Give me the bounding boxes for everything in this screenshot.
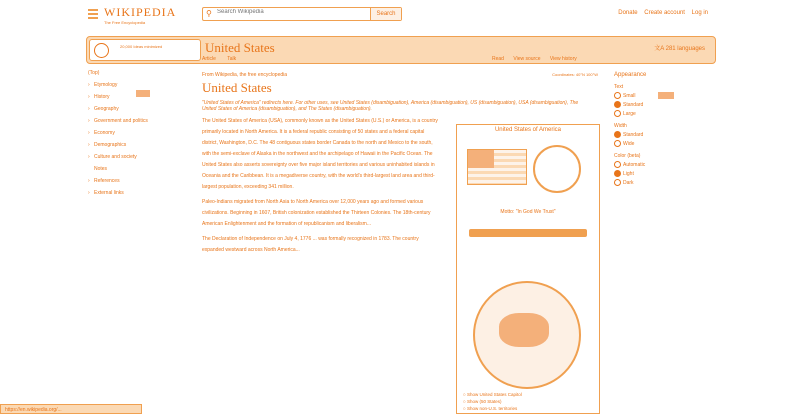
search-icon: ⚲ (206, 9, 212, 18)
appearance-option[interactable] (614, 161, 700, 168)
toc-item[interactable]: › History (88, 94, 110, 100)
radio-icon[interactable] (614, 92, 621, 99)
radio-icon[interactable] (614, 179, 621, 186)
wikipedia-logo[interactable] (104, 5, 176, 25)
search-bar (202, 7, 402, 21)
legend-item[interactable]: ○ Show non-U.S. territories (463, 406, 518, 411)
header (0, 0, 800, 30)
logo-tagline: The Free Encyclopedia (104, 20, 146, 25)
radio-icon[interactable] (614, 131, 621, 138)
appearance-option[interactable] (614, 170, 700, 177)
infobox-motto: Motto: "In God We Trust" (500, 209, 556, 215)
appearance-group-label: Width (614, 123, 627, 129)
radio-icon[interactable] (614, 140, 621, 147)
toc-item[interactable]: › Etymology (88, 82, 118, 88)
appearance-option-label: Wide (623, 140, 635, 147)
orthographic-map[interactable] (473, 281, 581, 389)
appearance-hide-button[interactable] (658, 92, 674, 99)
tab-view-source[interactable]: View source (513, 56, 541, 62)
toc-item[interactable]: › Geography (88, 106, 119, 112)
login-link[interactable]: Log in (691, 10, 708, 16)
tab-talk[interactable]: Talk (227, 56, 237, 62)
appearance-title: Appearance (614, 72, 647, 78)
banner-title: United States (205, 40, 275, 55)
create-account-link[interactable]: Create account (644, 10, 685, 16)
toc-item[interactable]: › External links (88, 190, 124, 196)
appearance-option[interactable] (614, 131, 700, 138)
article-paragraph: Paleo-Indians migrated from North Asia to North America over 12,000 years ago and formed various civilizations. Beginning in 1607, British colonization established the Thirteen Colonies. The 18th-century American Enlightenment and the formation of republicanism and liberalism... (202, 199, 431, 227)
page-title: United States (202, 80, 272, 95)
contents-sidebar (88, 70, 186, 202)
languages-count: 281 languages (665, 46, 705, 52)
main-menu-icon[interactable] (88, 9, 98, 18)
donate-link[interactable]: Donate (618, 10, 638, 16)
tab-read[interactable]: Read (492, 56, 504, 62)
seal-image[interactable] (533, 145, 581, 193)
flag-image[interactable] (467, 149, 527, 185)
user-links (613, 10, 708, 16)
appearance-panel (614, 72, 700, 186)
toc-top[interactable]: (Top) (88, 70, 100, 76)
appearance-option-label: Large (623, 110, 636, 117)
languages-button[interactable]: 文A 281 languages (654, 46, 705, 52)
article-paragraph: The United States of America (USA), commonly known as the United States (U.S.) or America, is a country primarily located in North America. It is a federal republic consisting of 50 states and a federal capital district, Washington, D.C. The 48 contiguous states border Canada to the north and Mexico to the south, with the semi-exclave of Alaska in the northwest and the archipelago of Hawaii in the Pacific Ocean. The United States also asserts sovereignty over five major island territories and various uninhabited islands in Oceania and the Caribbean. It is a megadiverse country, with the world's third-largest land area and third-largest population, exceeding 341 million. (202, 118, 438, 190)
radio-icon[interactable] (614, 110, 621, 117)
infobox-title: United States of America (494, 127, 562, 133)
toc-item[interactable]: › Demographics (88, 142, 127, 148)
toc-item[interactable]: › Government and politics (88, 118, 148, 124)
infobox (456, 124, 600, 414)
radio-icon[interactable] (614, 161, 621, 168)
status-url: https://en.wikipedia.org/... (0, 404, 142, 414)
anthem-audio-player[interactable] (469, 229, 587, 237)
article-paragraph: The Declaration of Independence on July 4, 1776 ... was formally recognized in 1783. The country expanded westward across North America... (202, 236, 419, 253)
legend-item[interactable]: ○ Show (50 States) (463, 399, 502, 404)
appearance-group-label: Color (beta) (614, 153, 641, 159)
appearance-option-label: Light (623, 170, 634, 177)
sticky-banner (86, 36, 716, 64)
infobox-emblems (467, 145, 587, 191)
appearance-option[interactable] (614, 140, 700, 147)
appearance-option[interactable] (614, 92, 700, 99)
appearance-option[interactable] (614, 101, 700, 108)
page-tabs (202, 56, 246, 62)
toc-item[interactable]: › Culture and society (88, 154, 137, 160)
radio-icon[interactable] (614, 101, 621, 108)
site-subtitle: From Wikipedia, the free encyclopedia (202, 72, 288, 78)
tab-view-history[interactable]: View history (549, 56, 577, 62)
appearance-option[interactable] (614, 110, 700, 117)
banner-badge[interactable] (89, 39, 201, 61)
coordinates[interactable]: Coordinates: 40°N 100°W (552, 72, 598, 77)
badge-text: 20,000 Ideas minimized (120, 44, 163, 49)
sidebar-hide-button[interactable] (136, 90, 150, 97)
appearance-option-label: Standard (623, 101, 644, 108)
appearance-option[interactable] (614, 179, 700, 186)
logo-wordmark: WIKIPEDIA (104, 5, 177, 19)
hatnote: "United States of America" redirects here. For other uses, see United States (disambiguation), America (disambiguation), US (disambiguation), USA (disambiguation), The United States of America (disambiguation), and The States (disambiguation). (202, 100, 579, 112)
toc-item[interactable]: Notes (94, 166, 108, 172)
appearance-option-label: Dark (623, 179, 634, 186)
appearance-group-label: Text (614, 84, 624, 90)
tab-article[interactable]: Article (202, 56, 216, 62)
appearance-option-label: Standard (623, 131, 644, 138)
legend-item[interactable]: ○ Show United States Capitol (463, 392, 522, 397)
appearance-option-label: Small (623, 92, 636, 99)
search-button[interactable]: Search (370, 8, 401, 20)
view-tabs (484, 56, 577, 62)
toc-item[interactable]: › References (88, 178, 120, 184)
map-legend (463, 391, 522, 412)
search-input[interactable] (217, 9, 357, 15)
badge-icon (94, 43, 109, 58)
appearance-option-label: Automatic (623, 161, 646, 168)
radio-icon[interactable] (614, 170, 621, 177)
toc-item[interactable]: › Economy (88, 130, 115, 136)
